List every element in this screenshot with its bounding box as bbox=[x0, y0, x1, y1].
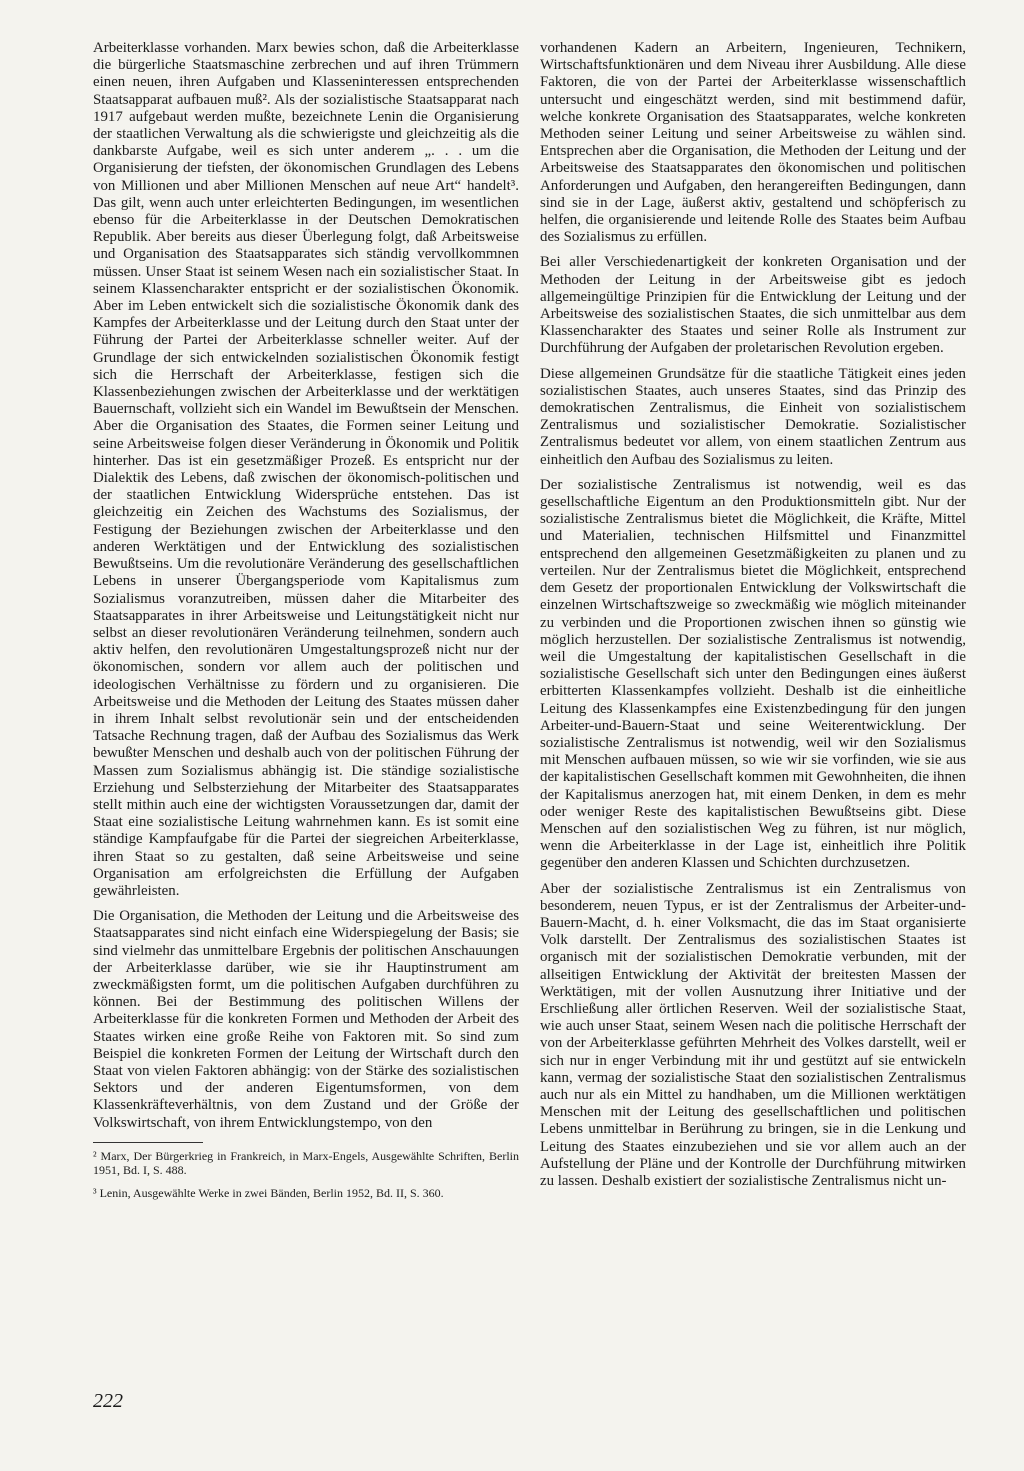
paragraph: Die Organisation, die Methoden der Leitung und die Arbeitsweise des Staatsapparates sind nicht einfach eine Widerspiegelung der Basis; sie sind vielmehr das unmittelbare Ergebnis der politischen Anschauungen der Arbeiterklasse darüber, wie sie ihr Hauptinstrument am zweckmäßigsten formt, um die politischen Aufgaben durchführen zu können. Bei der Bestimmung des politischen Willens der Arbeiterklasse für die konkreten Formen und Methoden der Arbeit des Staates wirken eine große Reihe von Faktoren mit. So sind zum Beispiel die konkreten Formen der Leitung der Wirtschaft durch den Staat von vielen Faktoren abhängig: von der Stärke des sozialistischen Sektors und der anderen Eigentumsformen, von dem Klassenkräfteverhältnis, von dem Zustand und der Größe der Volkswirtschaft, von ihrem Entwicklungstempo, von den bbox=[93, 908, 519, 1131]
footnote: ³ Lenin, Ausgewählte Werke in zwei Bänden, Berlin 1952, Bd. II, S. 360. bbox=[93, 1185, 444, 1200]
paragraph: Aber der sozialistische Zentralismus ist ein Zentralismus von besonderem, neuen Typus, er ist der Zentralismus der Arbeiter-und-Bauern-Macht, d. h. einer Volksmacht, die das im Staat organisierte Volk darstellt. Der Zentralismus des sozialistischen Staates ist organisch mit der sozialistischen Demokratie verbunden, mit der allseitigen Entwicklung der Aktivität der breitesten Massen der Werktätigen, mit der vollen Ausnutzung ihrer Initiative und der Erschließung aller örtlichen Reserven. Weil der sozialistische Staat, wie auch unser Staat, seinem Wesen nach die politische Herrschaft der von der Arbeiterklasse geführten Mehrheit des Volkes darstellt, weil er sich nur in enger Verbindung mit ihr und gestützt auf sie entwickeln kann, vermag der sozialistische Staat den sozialistischen Zentralismus auch nur als ein Mittel zu handhaben, um die Millionen werktätigen Menschen mit der Leitung des gesellschaftlichen und politischen Lebens unmittelbar in Berührung zu bringen, sie in die Lenkung und Leitung des Staates einzubeziehen und sie vor allem auch an der Aufstellung der Pläne und der Kontrolle der Durchführung mitwirken zu lassen. Deshalb existiert der sozialistische Zentralismus nicht un- bbox=[540, 880, 966, 1189]
paragraph: Diese allgemeinen Grundsätze für die staatliche Tätigkeit eines jeden sozialistischen Staates, auch unseres Staates, sind das Prinzip des demokratischen Zentralismus, die Einheit von sozialistischem Zentralismus und sozialistischer Demokratie. Sozialistischer Zentralismus bedeutet vor allem, von einem staatlichen Zentrum aus einheitlich den Aufbau des Sozialismus zu leiten. bbox=[540, 365, 966, 468]
right-column bbox=[540, 40, 966, 1198]
left-column bbox=[93, 40, 519, 1208]
paragraph: Bei aller Verschiedenartigkeit der konkreten Organisation und der Methoden der Leitung in der Arbeitsweise gibt es jedoch allgemeingültige Prinzipien für die Entwicklung der Leitung und der Arbeitsweise des sozialistischen Staates, die sich unmittelbar aus dem Klassencharakter des Staates und seiner Rolle als Instrument zur Durchführung der Aufgaben der proletarischen Revolution ergeben. bbox=[540, 254, 966, 357]
paragraph: vorhandenen Kadern an Arbeitern, Ingenieuren, Technikern, Wirtschaftsfunktionären und dem Niveau ihrer Ausbildung. Alle diese Faktoren, die von der Partei der Arbeiterklasse wissenschaftlich untersucht und eingeschätzt werden, sind mit bestimmend dafür, welche konkrete Organisation des Staatsapparates, welche konkreten Methoden seiner Leitung und seiner Arbeitsweise zu wählen sind. Entsprechen aber die Organisation, die Methoden der Leitung und der Arbeitsweise des Staatsapparates den ökonomischen und politischen Anforderungen und Aufgaben, den herangereiften Bedingungen, dann sind sie in der Lage, äußerst aktiv, gestaltend und schöpferisch zu helfen, die organisierende und leitende Rolle des Staates beim Aufbau des Sozialismus zu erfüllen. bbox=[540, 40, 966, 246]
footnotes bbox=[93, 1149, 519, 1200]
footnote: ² Marx, Der Bürgerkrieg in Frankreich, in Marx-Engels, Ausgewählte Schriften, Berlin 1951, Bd. I, S. 488. bbox=[93, 1148, 519, 1178]
paragraph: Arbeiterklasse vorhanden. Marx bewies schon, daß die Arbeiterklasse die bürgerliche Staatsmaschine zerbrechen und auf ihren Trümmern einen neuen, ihren Aufgaben und Klasseninteressen entsprechenden Staatsapparat aufbauen muß². Als der sozialistische Staatsapparat nach 1917 aufgebaut werden mußte, bezeichnete Lenin die Organisierung der staatlichen Verwaltung als die schwierigste und gleichzeitig als die dankbarste Aufgabe, weil es sich unter anderem „. . . um die Organisierung der tiefsten, der ökonomischen Grundlagen des Lebens von Millionen und aber Millionen Menschen auf neue Art“ handelt³. Das gilt, wenn auch unter erleichterten Bedingungen, im wesentlichen ebenso für die Arbeiterklasse in der Deutschen Demokratischen Republik. Aber bereits aus dieser Überlegung folgt, daß Arbeitsweise und Organisation des Staatsapparates sich ständig vervollkommnen müssen. Unser Staat ist seinem Wesen nach ein sozialistischer Staat. In seinem Klassencharakter entspricht er der sozialistischen Ökonomik. Aber im Leben entwickelt sich die sozialistische Ökonomik dank des Kampfes der Arbeiterklasse und der Leitung durch den Staat unter der Führung der Partei der Arbeiterklasse schneller weiter. Auf der Grundlage der sich entwickelnden sozialistischen Ökonomik festigt sich die Herrschaft der Arbeiterklasse, festigen sich die Klassenbeziehungen zwischen der Arbeiterklasse und der werktätigen Bauernschaft, vollzieht sich ein Wandel im Bewußtsein der Menschen. Aber die Organisation des Staates, die Formen seiner Leitung und seine Arbeitsweise folgen dieser Veränderung in Ökonomik und Politik hinterher. Das ist ein gesetzmäßiger Prozeß. Es entspricht nur der Dialektik des Lebens, daß zwischen der ökonomisch-politischen und der staatlichen Entwicklung Widersprüche entstehen. Das ist gleichzeitig ein Zeichen des Wachstums des Sozialismus, der Festigung der Beziehungen zwischen der Arbeiterklasse und den anderen Werktätigen und der Entwicklung des sozialistischen Bewußtseins. Um die revolutionäre Veränderung des gesellschaftlichen Lebens in unserer Übergangsperiode vom Kapitalismus zum Sozialismus voranzutreiben, müssen daher die Mitarbeiter des Staatsapparates in ihrer Arbeitsweise und Leitungstätigkeit nicht nur selbst an dieser revolutionären Veränderung teilnehmen, sondern auch aktiv helfen, den revolutionären Umgestaltungsprozeß nicht nur der ökonomischen, sondern vor allem auch der politischen und ideologischen Verhältnisse zu fördern und zu organisieren. Die Arbeitsweise und die Methoden der Leitung des Staates müssen daher in ihrem Inhalt selbst revolutionär sein und der entscheidenden Tatsache Rechnung tragen, daß der Aufbau des Sozialismus das Werk bewußter Menschen und deshalb auch von der politischen Führung der Massen zum Sozialismus abhängig ist. Die ständige sozialistische Erziehung und Selbsterziehung der Mitarbeiter des Staatsapparates stellt mithin auch eine der wichtigsten Voraussetzungen dar, damit der Staat eine sozialistische Leitung wahrnehmen kann. Es ist somit eine ständige Kampfaufgabe für die Partei der siegreichen Arbeiterklasse, ihren Staat so zu gestalten, daß seine Arbeitsweise und seine Organisation am erfolgreichsten die Erfüllung der Aufgaben gewährleisten. bbox=[93, 40, 519, 899]
paragraph: Der sozialistische Zentralismus ist notwendig, weil es das gesellschaftliche Eigentum an den Produktionsmitteln gibt. Nur der sozialistische Zentralismus bietet die Möglichkeit, die Kräfte, Mittel und Materialien, technischen Hilfsmittel und Finanzmittel entsprechend den allgemeinen Gesetzmäßigkeiten zu planen und zu verteilen. Nur der Zentralismus bietet die Möglichkeit, entsprechend dem Gesetz der proportionalen Entwicklung der Volkswirtschaft die einzelnen Wirtschaftszweige so zweckmäßig wie möglich miteinander zu verbinden und die Proportionen zwischen ihnen so günstig wie möglich herzustellen. Der sozialistische Zentralismus ist notwendig, weil die Umgestaltung der kapitalistischen Gesellschaft in die sozialistische Gesellschaft sich unter den Bedingungen eines äußerst erbitterten Klassenkampfes vollzieht. Deshalb ist die einheitliche Leitung des Klassenkampfes eine Existenzbedingung für den jungen Arbeiter-und-Bauern-Staat und seine Weiterentwicklung. Der sozialistische Zentralismus ist notwendig, weil wir den Sozialismus mit Menschen aufbauen müssen, so wie wir sie vorfinden, wie sie aus der kapitalistischen Gesellschaft kommen mit Gewohnheiten, die ihnen der Kapitalismus anerzogen hat, mit einem Denken, in dem es mehr oder weniger Reste des kapitalistischen Bewußtseins gibt. Diese Menschen auf den sozialistischen Weg zu führen, ist nur möglich, wenn die Arbeiterklasse in der Lage ist, einheitlich ihre Politik gegenüber den anderen Klassen und Schichten durchzusetzen. bbox=[540, 476, 966, 872]
page-number: 222 bbox=[93, 1390, 123, 1412]
footnote-rule bbox=[93, 1142, 203, 1143]
